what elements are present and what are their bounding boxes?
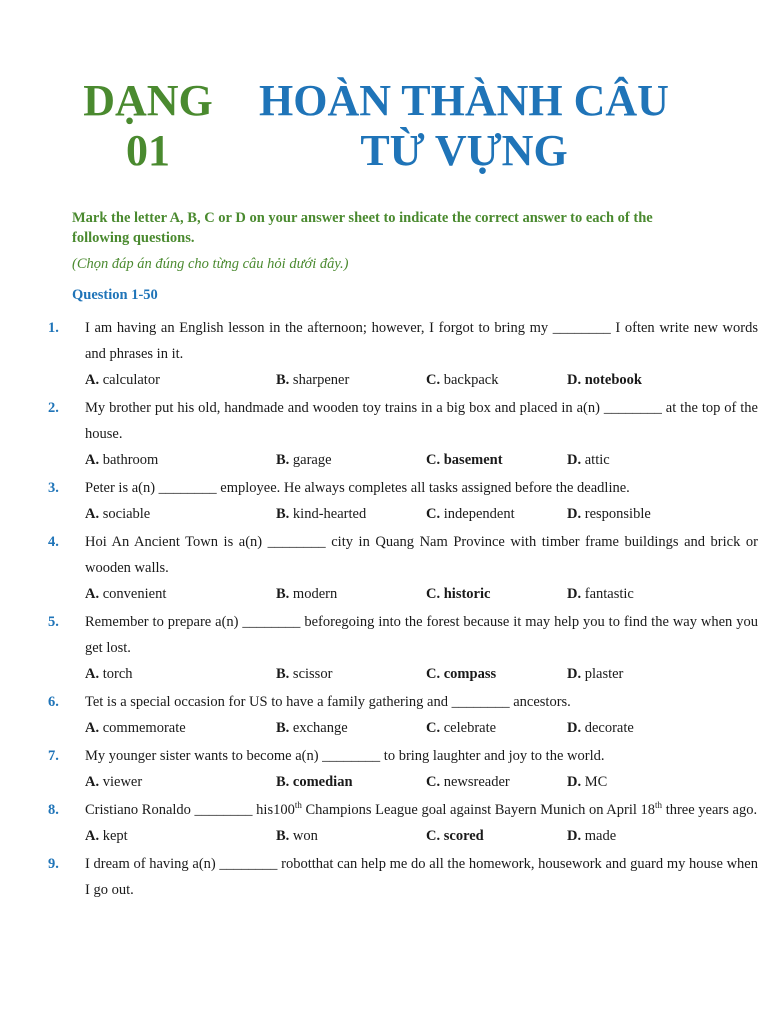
answer-option-d[interactable]: [567, 769, 607, 795]
question-number: 2.: [48, 400, 59, 416]
answer-option-d[interactable]: [567, 581, 634, 607]
answer-option-a[interactable]: [85, 447, 158, 473]
answer-option-b[interactable]: [276, 367, 349, 393]
answer-options: [85, 447, 768, 473]
answer-option-b[interactable]: [276, 769, 353, 795]
section-label-line1: DẠNG: [83, 76, 213, 125]
question-number: 4.: [48, 534, 59, 550]
option-text: MC: [581, 774, 608, 790]
option-text: compass: [440, 666, 497, 682]
section-label-line2: 01: [126, 126, 170, 175]
answer-option-a[interactable]: [85, 367, 160, 393]
option-letter: D.: [567, 372, 582, 388]
option-text: fantastic: [581, 586, 634, 602]
question-number: 8.: [48, 802, 59, 818]
answer-option-a[interactable]: [85, 823, 128, 849]
answer-option-d[interactable]: [567, 501, 651, 527]
option-letter: D.: [567, 452, 582, 468]
option-letter: D.: [567, 506, 582, 522]
instruction-translation: (Chọn đáp án đúng cho từng câu hỏi dưới đây.): [72, 256, 349, 272]
answer-options: [85, 501, 768, 527]
option-letter: C.: [426, 506, 441, 522]
answer-option-c[interactable]: [426, 661, 496, 687]
option-letter: B.: [276, 774, 290, 790]
option-text: responsible: [581, 506, 651, 522]
option-text: won: [289, 828, 318, 844]
option-text: plaster: [581, 666, 624, 682]
answer-option-b[interactable]: [276, 823, 318, 849]
option-letter: C.: [426, 586, 441, 602]
option-letter: A.: [85, 452, 100, 468]
answer-option-b[interactable]: [276, 447, 332, 473]
option-letter: C.: [426, 774, 441, 790]
question-number: 5.: [48, 614, 59, 630]
question-text: Cristiano Ronaldo ________ his100th Champions League goal against Bayern Munich on April 18th three years ago.: [85, 800, 758, 818]
option-letter: A.: [85, 666, 100, 682]
option-letter: A.: [85, 720, 100, 736]
question-text: My younger sister wants to become a(n) ________ to bring laughter and joy to the world.: [85, 748, 605, 764]
question-text: My brother put his old, handmade and wooden toy trains in a big box and placed in a(n) ________ at the top of the house.: [85, 400, 758, 442]
question-item: [0, 609, 768, 687]
instruction: Mark the letter A, B, C or D on your answer sheet to indicate the correct answer to each of the following questions.: [72, 210, 653, 246]
option-letter: D.: [567, 666, 582, 682]
answer-option-a[interactable]: [85, 501, 150, 527]
answer-option-a[interactable]: [85, 769, 142, 795]
page-title-line2: TỪ VỰNG: [360, 126, 568, 175]
option-text: viewer: [99, 774, 143, 790]
page-title-line1: HOÀN THÀNH CÂU: [259, 76, 669, 125]
question-item: [0, 475, 768, 527]
answer-option-d[interactable]: [567, 823, 616, 849]
option-text: convenient: [99, 586, 167, 602]
option-text: scissor: [289, 666, 333, 682]
option-letter: A.: [85, 828, 100, 844]
option-letter: B.: [276, 586, 290, 602]
answer-options: [85, 661, 768, 687]
option-letter: A.: [85, 506, 100, 522]
question-item: [0, 851, 768, 903]
answer-option-d[interactable]: [567, 661, 623, 687]
answer-option-d[interactable]: [567, 447, 610, 473]
answer-options: [85, 715, 768, 741]
option-text: attic: [581, 452, 610, 468]
option-text: newsreader: [440, 774, 510, 790]
option-letter: C.: [426, 720, 441, 736]
option-letter: B.: [276, 506, 290, 522]
option-text: sociable: [99, 506, 151, 522]
option-text: sharpener: [289, 372, 350, 388]
question-text: I am having an English lesson in the afternoon; however, I forgot to bring my ________ I often write new words and phrases in it.: [85, 320, 758, 362]
answer-option-b[interactable]: [276, 661, 332, 687]
answer-option-c[interactable]: [426, 769, 510, 795]
option-letter: C.: [426, 828, 441, 844]
question-list: [0, 315, 768, 905]
question-item: [0, 797, 768, 849]
question-number: 9.: [48, 856, 59, 872]
option-letter: D.: [567, 774, 582, 790]
answer-option-c[interactable]: [426, 501, 515, 527]
option-letter: A.: [85, 774, 100, 790]
question-item: [0, 529, 768, 607]
option-text: kind-hearted: [289, 506, 367, 522]
option-text: historic: [440, 586, 491, 602]
question-text: Peter is a(n) ________ employee. He always completes all tasks assigned before the deadline.: [85, 480, 630, 496]
answer-option-b[interactable]: [276, 501, 366, 527]
question-number: 7.: [48, 748, 59, 764]
question-range: Question 1-50: [72, 287, 158, 303]
question-item: [0, 395, 768, 473]
option-text: decorate: [581, 720, 634, 736]
option-letter: D.: [567, 586, 582, 602]
option-text: comedian: [289, 774, 353, 790]
option-text: independent: [440, 506, 515, 522]
answer-option-c[interactable]: [426, 447, 503, 473]
answer-option-d[interactable]: [567, 715, 634, 741]
option-text: torch: [99, 666, 133, 682]
question-text: Tet is a special occasion for US to have a family gathering and ________ ancestors.: [85, 694, 571, 710]
answer-option-a[interactable]: [85, 715, 186, 741]
option-letter: D.: [567, 828, 582, 844]
question-text: Remember to prepare a(n) ________ beforegoing into the forest because it may help you to find the way when you get lost.: [85, 614, 758, 656]
option-letter: C.: [426, 452, 441, 468]
option-letter: C.: [426, 666, 441, 682]
option-text: garage: [289, 452, 332, 468]
answer-options: [85, 581, 768, 607]
page-title: [240, 76, 688, 176]
answer-option-b[interactable]: [276, 715, 348, 741]
section-label: [78, 76, 218, 176]
option-text: kept: [99, 828, 128, 844]
answer-options: [85, 367, 768, 393]
option-text: exchange: [289, 720, 348, 736]
option-letter: A.: [85, 586, 100, 602]
option-letter: B.: [276, 452, 290, 468]
answer-option-d[interactable]: [567, 367, 642, 393]
option-text: calculator: [99, 372, 160, 388]
option-letter: A.: [85, 372, 100, 388]
answer-option-c[interactable]: [426, 715, 496, 741]
question-item: [0, 743, 768, 795]
question-item: [0, 315, 768, 393]
answer-option-b[interactable]: [276, 581, 337, 607]
option-letter: B.: [276, 372, 290, 388]
option-text: modern: [289, 586, 338, 602]
option-letter: D.: [567, 720, 582, 736]
answer-option-a[interactable]: [85, 581, 166, 607]
question-text: Hoi An Ancient Town is a(n) ________ city in Quang Nam Province with timber frame buildings and brick or wooden walls.: [85, 534, 758, 576]
option-letter: B.: [276, 666, 290, 682]
option-text: notebook: [581, 372, 642, 388]
option-letter: B.: [276, 720, 290, 736]
question-number: 6.: [48, 694, 59, 710]
option-text: celebrate: [440, 720, 497, 736]
question-item: [0, 689, 768, 741]
option-text: backpack: [440, 372, 499, 388]
answer-options: [85, 769, 768, 795]
answer-option-c[interactable]: [426, 823, 484, 849]
option-text: bathroom: [99, 452, 159, 468]
option-text: made: [581, 828, 617, 844]
answer-options: [85, 823, 768, 849]
option-letter: B.: [276, 828, 290, 844]
answer-option-c[interactable]: [426, 581, 490, 607]
option-letter: C.: [426, 372, 441, 388]
question-text: I dream of having a(n) ________ robotthat can help me do all the homework, housework and guard my house when I go out.: [85, 856, 758, 898]
option-text: basement: [440, 452, 503, 468]
question-number: 1.: [48, 320, 59, 336]
option-text: commemorate: [99, 720, 186, 736]
answer-option-a[interactable]: [85, 661, 133, 687]
answer-option-c[interactable]: [426, 367, 498, 393]
option-text: scored: [440, 828, 484, 844]
question-number: 3.: [48, 480, 59, 496]
page-header: [0, 76, 768, 186]
